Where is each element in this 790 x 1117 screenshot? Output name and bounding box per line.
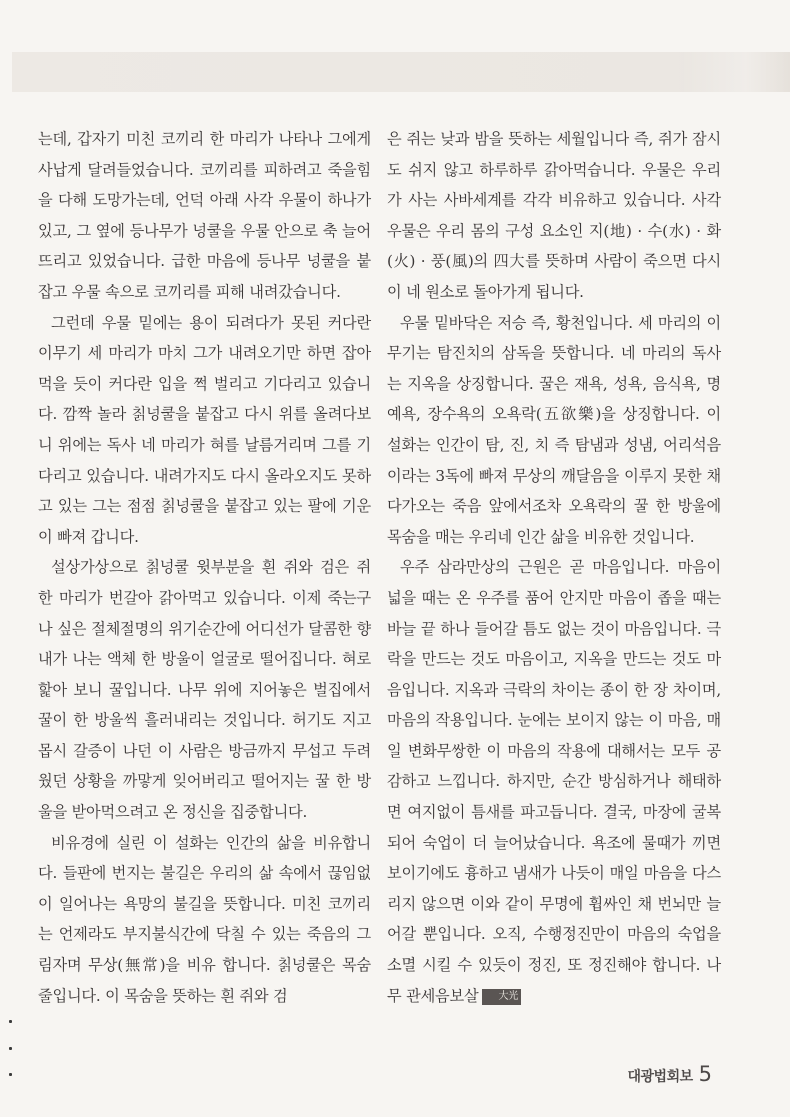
- page-footer: [628, 1062, 713, 1086]
- margin-dot: [9, 1020, 12, 1023]
- header-band: [12, 52, 790, 92]
- header-band-highlight: [680, 52, 790, 92]
- paragraph-text: 우주 삼라만상의 근원은 곧 마음입니다. 마음이 넓을 때는 온 우주를 품어 안지만 마음이 좁을 때는 바늘 끝 하나 들어갈 틈도 없는 것이 마음입니다. 극락을 만드는 것도 마음이고, 지옥을 만드는 것도 마음입니다. 지옥과 극락의 차이는 종이 한 장 차이며, 마음의 작용입니다. 눈에는 보이지 않는 이 마음, 매일 변화무쌍한 이 마음의 작용에 대해서는 모두 공감하고 느낍니다. 하지만, 순간 방심하거나 해태하면 여지없이 틈새를 파고듭니다. 결국, 마장에 굴복되어 숙업이 더 늘어났습니다. 욕조에 물때가 끼면 보이기에도 흉하고 냄새가 나듯이 매일 마음을 다스리지 않으면 이와 같이 무명에 휩싸인 채 번뇌만 늘어갈 뿐입니다. 오직, 수행정진만이 마음의 숙업을 소멸 시킬 수 있듯이 정진, 또 정진해야 합니다. 나무 관세음보살: [387, 558, 721, 1005]
- end-mark-badge: 大光: [482, 989, 521, 1005]
- text-column-left: [38, 124, 371, 1011]
- paragraph-final: [387, 552, 721, 1011]
- page-number: 5: [698, 1062, 712, 1086]
- margin-dot: [9, 1073, 12, 1076]
- paragraph: 우물 밑바닥은 저승 즉, 황천입니다. 세 마리의 이무기는 탐진치의 삼독을 뜻합니다. 네 마리의 독사는 지옥을 상징합니다. 꿀은 재욕, 성욕, 음식욕, 명예욕, 장수욕의 오욕락(五欲樂)을 상징합니다. 이 설화는 인간이 탐, 진, 치 즉 탐냄과 성냄, 어리석음이라는 3독에 빠져 무상의 깨달음을 이루지 못한 채 다가오는 죽음 앞에서조차 오욕락의 꿀 한 방울에 목숨을 매는 우리네 인간 삶을 비유한 것입니다.: [387, 313, 721, 546]
- margin-dot: [9, 1047, 12, 1050]
- publication-name: 대광법회보: [627, 1069, 693, 1085]
- text-column-right: [387, 124, 721, 1011]
- paragraph: 그런데 우물 밑에는 용이 되려다가 못된 커다란 이무기 세 마리가 마치 그가 내려오기만 하면 잡아먹을 듯이 커다란 입을 쩍 벌리고 기다리고 있습니다. 깜짝 놀라 칡넝쿨을 붙잡고 다시 위를 올려다보니 위에는 독사 네 마리가 혀를 날름거리며 그를 기다리고 있습니다. 내려가지도 다시 올라오지도 못하고 있는 그는 점점 칡넝쿨을 붙잡고 있는 팔에 기운이 빠져 갑니다.: [38, 313, 371, 546]
- paragraph: 는데, 갑자기 미친 코끼리 한 마리가 나타나 그에게 사납게 달려들었습니다. 코끼리를 피하려고 죽을힘을 다해 도망가는데, 언덕 아래 사각 우물이 하나가 있고, 그 옆에 등나무가 넝쿨을 우물 안으로 축 늘어뜨리고 있었습니다. 급한 마음에 등나무 넝쿨을 붙잡고 우물 속으로 코끼리를 피해 내려갔습니다.: [38, 130, 371, 301]
- paragraph: 설상가상으로 칡넝쿨 윗부분을 흰 쥐와 검은 쥐 한 마리가 번갈아 갉아먹고 있습니다. 이제 죽는구나 싶은 절체절명의 위기순간에 어디선가 달콤한 향내가 나는 액체 한 방울이 얼굴로 떨어집니다. 혀로 핥아 보니 꿀입니다. 나무 위에 지어놓은 벌집에서 꿀이 한 방울씩 흘러내리는 것입니다. 허기도 지고 몹시 갈증이 나던 이 사람은 방금까지 무섭고 두려웠던 상황을 까맣게 잊어버리고 떨어지는 꿀 한 방울을 받아먹으려고 온 정신을 집중합니다.: [38, 558, 371, 822]
- paragraph: 비유경에 실린 이 설화는 인간의 삶을 비유합니다. 들판에 번지는 불길은 우리의 삶 속에서 끊임없이 일어나는 욕망의 불길을 뜻합니다. 미친 코끼리는 언제라도 부지불식간에 닥칠 수 있는 죽음의 그림자며 무상(無常)을 비유 합니다. 칡넝쿨은 목숨 줄입니다. 이 목숨을 뜻하는 흰 쥐와 검: [38, 833, 371, 1005]
- paragraph: 은 쥐는 낮과 밤을 뜻하는 세월입니다 즉, 쥐가 잠시도 쉬지 않고 하루하루 갉아먹습니다. 우물은 우리가 사는 사바세계를 각각 비유하고 있습니다. 사각 우물은 우리 몸의 구성 요소인 지(地) · 수(水) · 화(火) · 풍(風)의 四大를 뜻하며 사람이 죽으면 다시 이 네 원소로 돌아가게 됩니다.: [387, 130, 721, 301]
